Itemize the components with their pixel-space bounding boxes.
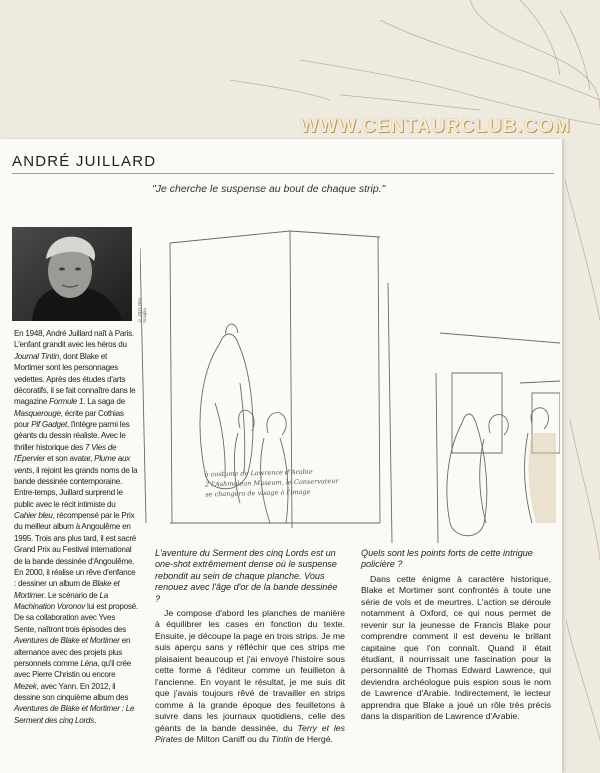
author-portrait xyxy=(12,227,132,321)
question-2: Quels sont les points forts de cette intrigue policière ? xyxy=(361,548,533,570)
magazine-page xyxy=(0,139,562,773)
article-title: ANDRÉ JUILLARD xyxy=(12,153,157,170)
title-divider xyxy=(12,173,554,174)
interview-column-right xyxy=(361,548,551,723)
biography-text: En 1948, André Juillard naît à Paris. L'enfant grandit avec les héros du Journal Tintin, dont Blake et Mortimer sont les personnages vedettes. Après des études d'arts décoratifs, il se fait connaître dans le magazine Formule 1. La saga de Masquerouge, écrite par Cothias pour Pif Gadget, l'intègre parmi les géants du dessin réaliste. Avec le thriller historique des 7 Vies de l'Épervier et son avatar, Plume aux vents, il rejoint les grands noms de la bande dessinée contemporaine. Entre-temps, Juillard surprend le public avec le récit intimiste du Cahier bleu, récompensé par le Prix du meilleur album à Angoulême en 1995. Trois ans plus tard, il est sacré Grand Prix au Festival international de la bande dessinée d'Angoulême. En 2000, il réalise un rêve d'enfance : dessiner un album de Blake et Mortimer. Le scénario de La Machination Voronov lui est proposé. De sa collaboration avec Yves Sente, naîtront trois épisodes des Aventures de Blake et Mortimer en alternance avec des projets plus personnels comme Léna, qu'il crée avec Pierre Christin ou encore Mezek, avec Yann. En 2012, il dessine son cinquième album des Aventures de Blake et Mortimer : Le Serment des cinq Lords. xyxy=(14,329,138,725)
pull-quote: "Je cherche le suspense au bout de chaque strip." xyxy=(152,183,386,195)
question-1: L'aventure du Serment des cinq Lords est un one-shot extrêmement dense où le suspense rebondit au sein de chaque planche. Vous renouez avec l'âge d'or de la bande dessinée ? xyxy=(155,548,338,604)
answer-1: Je compose d'abord les planches de manière à équilibrer les cases en fonction du texte. Ensuite, je découpe la page en trois strips. Je me suis aperçu sans y réfléchir que ces strips me plaisaient beaucoup et j'ai envoyé l'histoire sous cette forme à l'éditeur comme un feuilleton à l'ancienne. En voyant le résultat, je me suis dit que j'avais toujours rêvé de travailler en strips comme à la grande époque des feuilletons à suivre dans les journaux quotidiens, celle des géants de la bande dessinée, du Terry et les Pirates de Milton Caniff ou du Tintin de Hergé. xyxy=(155,608,345,745)
sketch-handwritten-notes xyxy=(205,465,396,500)
sketch-note-1: à costume de Lawrence d'Arabie xyxy=(204,467,313,479)
watermark: WWW.CENTAURCLUB.COM xyxy=(300,116,571,137)
interview-column-middle xyxy=(155,548,345,745)
sketch-note-2: 2 l'Ashmolean Museum, le Conservateur xyxy=(204,476,339,489)
photo-credit: © 2011 Rita Scaglia xyxy=(137,297,147,323)
sketch-note-3: se changera de visage à l'image xyxy=(205,487,311,499)
answer-2: Dans cette énigme à caractère historique, Blake et Mortimer sont confrontés à toute une série de vols et de meurtres. L'action se déroule notamment à Oxford, ce qui nous permet de revenir sur la jeunesse de Francis Blake pour comprendre comment il est devenu le brillant capitaine que l'on connaît. Quand il était étudiant, il nourrissait une fascination pour la personnalité de Thomas Edward Lawrence, qui deviendra archéologue puis espion sous le nom de Lawrence d'Arabie. Indirectement, le lecteur apprendra que Blake a joué un rôle très précis dans la disparition de Lawrence d'Arabie. xyxy=(361,573,551,722)
